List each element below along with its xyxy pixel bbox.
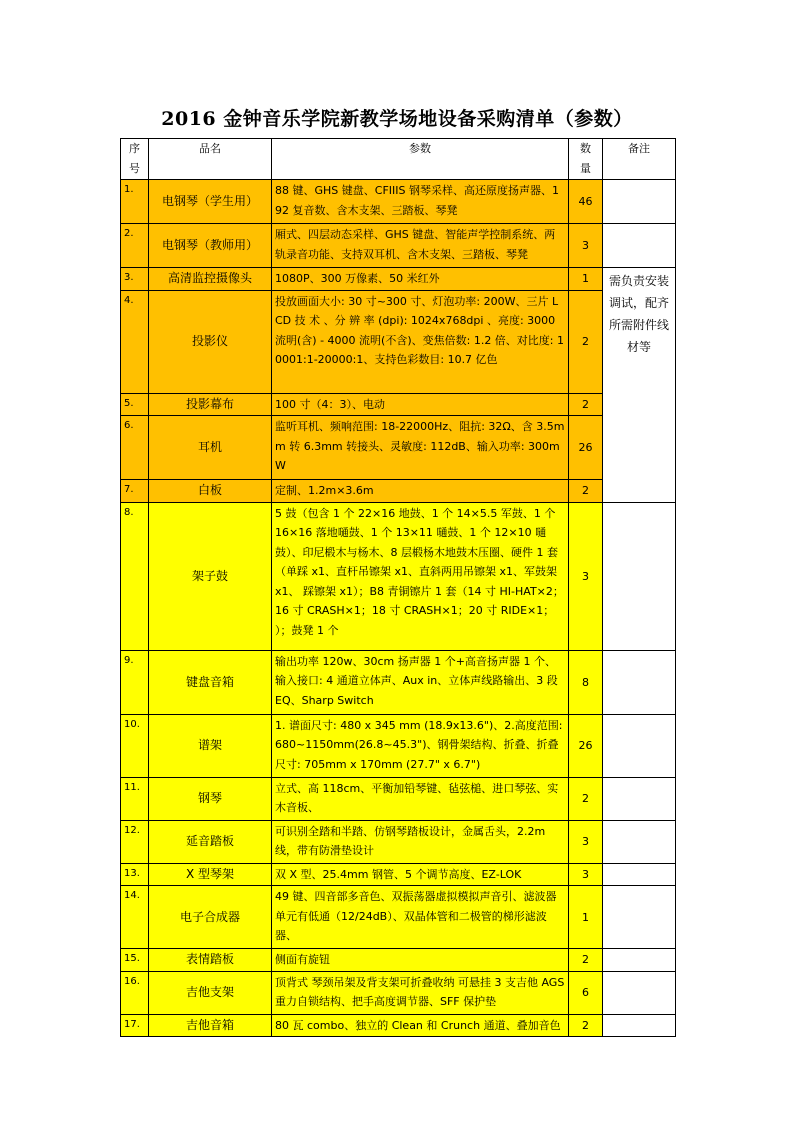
row-param: 100 寸（4：3）、电动: [272, 393, 569, 416]
header-no: 序 号: [121, 139, 149, 180]
row-param: 49 键、四音部多音色、双振荡器虚拟模拟声音引、滤波器单元有低通（12/24dB）、双晶体管和二极管的梯形滤波器、: [272, 886, 569, 949]
row-qty: 2: [569, 393, 603, 416]
row-qty: 8: [569, 650, 603, 714]
row-no: 7.: [121, 480, 149, 503]
table-row: [121, 416, 676, 480]
row-name: 投影仪: [149, 290, 272, 393]
row-param: 88 键、GHS 键盘、CFIIIS 钢琴采样、高还原度扬声器、192 复音数、含木支架、三踏板、琴凳: [272, 180, 569, 224]
header-qty: 数 量: [569, 139, 603, 180]
row-no: 14.: [121, 886, 149, 949]
table-row: [121, 502, 676, 650]
row-qty: 26: [569, 416, 603, 480]
row-qty: 1: [569, 268, 603, 291]
table-row: [121, 971, 676, 1014]
table-row: [121, 820, 676, 863]
row-no: 13.: [121, 863, 149, 886]
row-qty: 6: [569, 971, 603, 1014]
row-no: 5.: [121, 393, 149, 416]
table-row: [121, 1014, 676, 1037]
row-no: 17.: [121, 1014, 149, 1037]
equipment-table: [120, 138, 676, 1037]
row-no: 10.: [121, 714, 149, 777]
row-no: 1.: [121, 180, 149, 224]
table-row: [121, 863, 676, 886]
row-name: 电钢琴（教师用）: [149, 224, 272, 268]
row-param: 输出功率 120w、30cm 扬声器 1 个+高音扬声器 1 个、输入接口: 4 通道立体声、Aux in、立体声线路输出、3 段 EQ、Sharp Switch: [272, 650, 569, 714]
row-param: 可识别全踏和半踏、仿钢琴踏板设计，金属舌头，2.2m 线，带有防滑垫设计: [272, 820, 569, 863]
header-param: 参数: [272, 139, 569, 180]
row-qty: 2: [569, 949, 603, 972]
row-name: 吉他支架: [149, 971, 272, 1014]
row-qty: 2: [569, 480, 603, 503]
row-param: 80 瓦 combo、独立的 Clean 和 Crunch 通道、叠加音色: [272, 1014, 569, 1037]
row-param: 1080P、300 万像素、50 米红外: [272, 268, 569, 291]
row-name: 电子合成器: [149, 886, 272, 949]
row-note: [603, 971, 676, 1014]
row-qty: 1: [569, 886, 603, 949]
row-qty: 2: [569, 290, 603, 393]
row-qty: 3: [569, 863, 603, 886]
table-row: [121, 480, 676, 503]
row-no: 6.: [121, 416, 149, 480]
row-note: [603, 650, 676, 714]
row-name: 延音踏板: [149, 820, 272, 863]
row-name: 白板: [149, 480, 272, 503]
row-note: [603, 949, 676, 972]
row-name: 钢琴: [149, 777, 272, 820]
row-qty: 3: [569, 502, 603, 650]
row-param: 监听耳机、频响范围: 18-22000Hz、阻抗: 32Ω、含 3.5mm 转 6.3mm 转接头、灵敏度: 112dB、输入功率: 300mW: [272, 416, 569, 480]
row-name: 吉他音箱: [149, 1014, 272, 1037]
row-param: 厢式、四层动态采样、GHS 键盘、智能声学控制系统、两轨录音功能、支持双耳机、含木支架、三踏板、琴凳: [272, 224, 569, 268]
row-note: [603, 714, 676, 777]
row-note: [603, 180, 676, 224]
row-no: 15.: [121, 949, 149, 972]
table-row: [121, 949, 676, 972]
row-qty: 26: [569, 714, 603, 777]
table-row: [121, 886, 676, 949]
row-name: 键盘音箱: [149, 650, 272, 714]
row-no: 16.: [121, 971, 149, 1014]
row-name: X 型琴架: [149, 863, 272, 886]
row-param: 侧面有旋钮: [272, 949, 569, 972]
row-qty: 46: [569, 180, 603, 224]
header-note: 备注: [603, 139, 676, 180]
row-note: [603, 502, 676, 650]
row-note: [603, 224, 676, 268]
row-param: 顶背式 琴颈吊架及背支架可折叠收纳 可悬挂 3 支吉他 AGS 重力自锁结构、把手高度调节器、SFF 保护垫: [272, 971, 569, 1014]
note-cell: 需负责安装调试，配齐所需附件线材等: [603, 268, 676, 503]
table-row: [121, 268, 676, 291]
table-row: [121, 224, 676, 268]
page-title: 2016 金钟音乐学院新教学场地设备采购清单（参数）: [161, 108, 633, 130]
row-note: [603, 777, 676, 820]
row-name: 高清监控摄像头: [149, 268, 272, 291]
row-note: [603, 1014, 676, 1037]
row-param: 1. 谱面尺寸: 480 x 345 mm (18.9x13.6")、2.高度范围: 680~1150mm(26.8~45.3")、钢骨架结构、折叠、折叠尺寸: 705mm x 170mm (27.7" x 6.7"): [272, 714, 569, 777]
row-no: 12.: [121, 820, 149, 863]
row-name: 表情踏板: [149, 949, 272, 972]
row-name: 电钢琴（学生用）: [149, 180, 272, 224]
table-row: [121, 777, 676, 820]
row-param: 双 X 型、25.4mm 钢管、5 个调节高度、EZ-LOK: [272, 863, 569, 886]
row-no: 2.: [121, 224, 149, 268]
header-row: [121, 139, 676, 180]
row-note: [603, 863, 676, 886]
row-no: 9.: [121, 650, 149, 714]
row-qty: 3: [569, 224, 603, 268]
row-param: 定制、1.2m×3.6m: [272, 480, 569, 503]
row-no: 3.: [121, 268, 149, 291]
row-param: 立式、高 118cm、平衡加铅琴键、毡弦槌、进口琴弦、实木音板、: [272, 777, 569, 820]
table-row: [121, 714, 676, 777]
header-name: 品名: [149, 139, 272, 180]
row-param: 5 鼓（包含 1 个 22×16 地鼓、1 个 14×5.5 军鼓、1 个 16×16 落地嗵鼓、1 个 13×11 嗵鼓、1 个 12×10 嗵鼓）、印尼椴木与杨木、8 层椴杨木地鼓木压圈、硬件 1 套（单踩 x1、直杆吊镲架 x1、直斜两用吊镲架 x1、军鼓架 x1、 踩镲架 x1）；B8 青铜镲片 1 套（14 寸 HI-HAT×2；16 寸 CRASH×1；18 寸 CRASH×1；20 寸 RIDE×1； ）；鼓凳 1 个: [272, 502, 569, 650]
row-name: 架子鼓: [149, 502, 272, 650]
table-row: [121, 180, 676, 224]
row-qty: 2: [569, 1014, 603, 1037]
table-row: [121, 393, 676, 416]
row-no: 11.: [121, 777, 149, 820]
row-name: 投影幕布: [149, 393, 272, 416]
row-note: [603, 820, 676, 863]
row-qty: 2: [569, 777, 603, 820]
row-note: [603, 886, 676, 949]
table-row: [121, 290, 676, 393]
row-no: 4.: [121, 290, 149, 393]
row-name: 谱架: [149, 714, 272, 777]
row-name: 耳机: [149, 416, 272, 480]
row-param: 投放画面大小: 30 寸~300 寸、灯泡功率: 200W、三片 LCD 技 术 、分 辨 率 (dpi): 1024x768dpi 、亮度: 3000 流明(含) - 4000 流明(不含)、变焦倍数: 1.2 倍、对比度: 10001:1-20000:1、支持色彩数目: 10.7 亿色: [272, 290, 569, 393]
row-qty: 3: [569, 820, 603, 863]
table-row: [121, 650, 676, 714]
row-no: 8.: [121, 502, 149, 650]
